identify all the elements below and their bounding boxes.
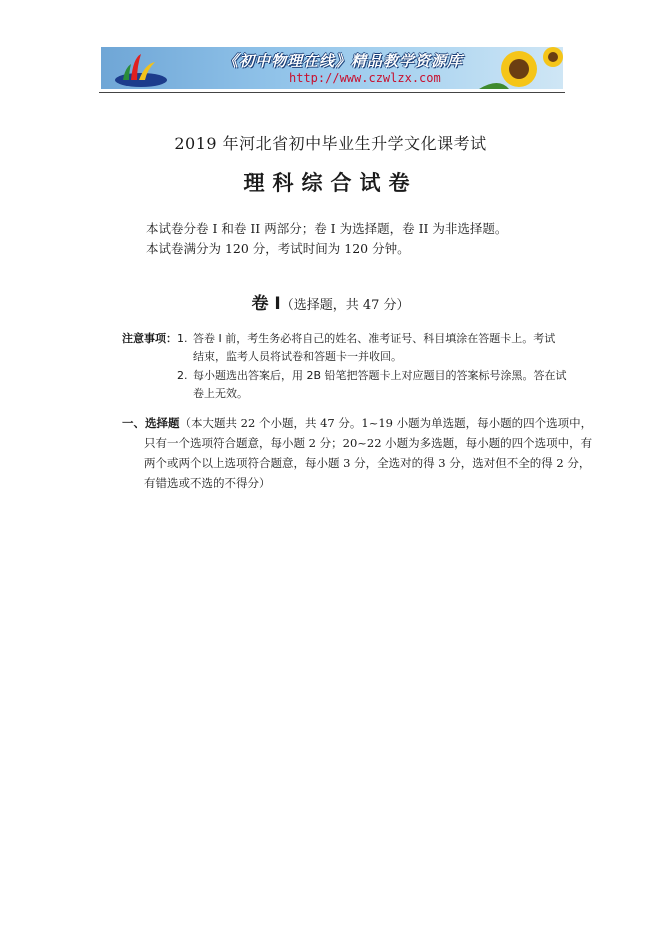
section-subtitle: （选择题，共 47 分） [280, 298, 410, 313]
note-number: 1. [177, 332, 188, 345]
mcq-label: 一、选择题 [122, 416, 180, 430]
exam-title: 2019 年河北省初中毕业生升学文化课考试 [174, 134, 487, 153]
paper-title: 理科综合试卷 [243, 171, 418, 195]
mcq-text: 两个或两个以上选项符合题意，每小题 3 分，全选对的得 3 分，选对但不全的得 2 分， [144, 456, 591, 470]
exam-intro [146, 219, 507, 259]
note-item [177, 367, 567, 403]
note-number: 2. [177, 369, 188, 382]
banner-url[interactable]: http://www.czwlzx.com [289, 71, 441, 85]
note-item [177, 330, 557, 366]
intro-line: 本试卷满分为 120 分，考试时间为 120 分钟。 [146, 241, 410, 256]
section-heading [0, 289, 661, 314]
mcq-text: 有错选或不选的不得分） [144, 476, 271, 490]
mcq-instructions [122, 413, 592, 493]
note-text: 卷上无效。 [193, 387, 248, 400]
note-text: 结束，监考人员将试卷和答题卡一并收回。 [193, 350, 402, 363]
mcq-text: 只有一个选项符合题意，每小题 2 分；20~22 小题为多选题，每小题的四个选项中，有 [144, 436, 593, 450]
intro-line: 本试卷分卷 I 和卷 II 两部分；卷 I 为选择题，卷 II 为非选择题。 [146, 221, 508, 236]
mcq-text: （本大题共 22 个小题，共 47 分。1~19 小题为单选题，每小题的四个选项中， [179, 416, 593, 430]
notes-label: 注意事项： [122, 332, 177, 345]
note-text: 每小题选出答案后，用 2B 铅笔把答题卡上对应题目的答案标号涂黑。答在试 [193, 369, 567, 382]
section-title: 卷 I [251, 294, 281, 314]
note-text: 答卷 I 前，考生务必将自己的姓名、准考证号、科目填涂在答题卡上。考试 [193, 332, 556, 345]
banner-title: 《初中物理在线》精品教学资源库 [223, 52, 464, 70]
